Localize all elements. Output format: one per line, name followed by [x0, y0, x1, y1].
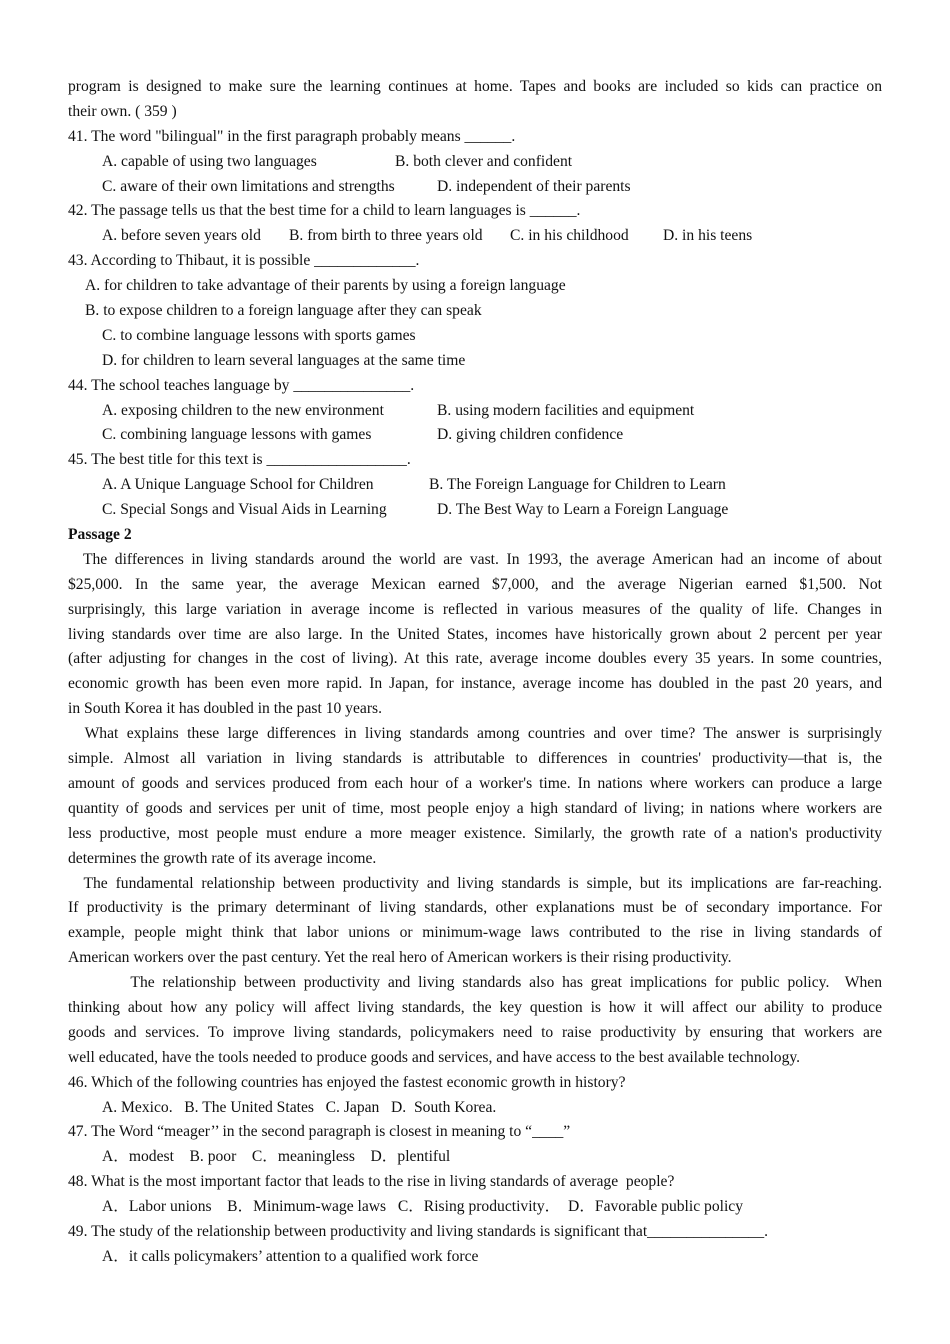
- paragraph-line: $25,000. In the same year, the average Mexican earned $7,000, and the average Nigerian earned $1,500. Not: [68, 575, 882, 593]
- paragraph-line: amount of goods and services produced from each hour of a worker's time. In nations where workers can produce a large: [68, 774, 882, 792]
- question-43-option-a: A. for children to take advantage of their parents by using a foreign language: [85, 277, 566, 295]
- question-45-option-a: A. A Unique Language School for Children: [102, 476, 374, 494]
- intro-line-1: program is designed to make sure the learning continues at home. Tapes and books are included so kids can practice on: [68, 78, 882, 95]
- question-42-option-c: C. in his childhood: [510, 227, 629, 245]
- paragraph-line: example, people might think that labor unions or minimum-wage laws contributed to the rise in living standards of: [68, 924, 882, 942]
- question-46-stem: 46. Which of the following countries has enjoyed the fastest economic growth in history?: [68, 1073, 626, 1091]
- question-44-options-row-2: [68, 423, 882, 448]
- question-45-option-c: C. Special Songs and Visual Aids in Learning: [102, 501, 387, 519]
- paragraph-line: The fundamental relationship between productivity and living standards is simple, but its implications are far-reaching.: [68, 874, 882, 892]
- question-48-options: A．Labor unions B．Minimum-wage laws C．Rising productivity． D．Favorable public policy: [102, 1198, 744, 1216]
- paragraph-line: What explains these large differences in living standards among countries and over time? The answer is surprisingly: [68, 725, 882, 743]
- paragraph-line: surprisingly, this large variation in average income is reflected in various measures of the quality of life. Changes in: [68, 600, 882, 618]
- question-46-options: A. Mexico. B. The United States C. Japan D. South Korea.: [102, 1098, 497, 1116]
- question-42-stem: 42. The passage tells us that the best time for a child to learn languages is ______.: [68, 202, 581, 220]
- paragraph-line: living standards over time are also large. In the United States, incomes have historically grown about 2 percent per year: [68, 625, 882, 643]
- passage-2-paragraph-4: [68, 971, 882, 1071]
- paragraph-line: less productive, most people must endure a more meager existence. Similarly, the growth rate of a nation's productivity: [68, 824, 882, 842]
- question-44-stem: 44. The school teaches language by _______________.: [68, 376, 415, 394]
- document-page: [68, 75, 882, 1270]
- question-41-option-d: D. independent of their parents: [437, 177, 631, 195]
- passage-2-paragraph-1: [68, 548, 882, 722]
- paragraph-line: The relationship between productivity and living standards also has great implications for public policy. When: [68, 974, 882, 992]
- question-41-option-b: B. both clever and confident: [395, 152, 573, 170]
- question-44-option-c: C. combining language lessons with games: [102, 426, 372, 444]
- paragraph-line: in South Korea it has doubled in the past 10 years.: [68, 700, 382, 718]
- question-42-option-d: D. in his teens: [663, 227, 753, 245]
- question-41-options-row-2: [68, 175, 882, 200]
- question-41-options-row-1: [68, 150, 882, 175]
- question-45-stem: 45. The best title for this text is __________________.: [68, 451, 411, 469]
- question-44-options-row-1: [68, 399, 882, 424]
- question-43-stem: 43. According to Thibaut, it is possible _____________.: [68, 252, 420, 270]
- question-45-options-row-1: [68, 473, 882, 498]
- question-47-stem: 47. The Word “meager’’ in the second paragraph is closest in meaning to “____”: [68, 1123, 571, 1141]
- paragraph-line: determines the growth rate of its average income.: [68, 849, 377, 867]
- question-44-option-d: D. giving children confidence: [437, 426, 624, 444]
- question-42-options-row: [68, 224, 882, 249]
- paragraph-line: simple. Almost all variation in living standards is attributable to differences in countries' productivity—that is, the: [68, 750, 882, 768]
- paragraph-line: (after adjusting for changes in the cost of living). At this rate, average income doubles every 35 years. In some countries,: [68, 650, 882, 668]
- paragraph-line: If productivity is the primary determinant of living standards, other explanations must be of secondary importance. For: [68, 899, 882, 917]
- paragraph-line: thinking about how any policy will affect living standards, the key question is how it will affect our ability to produce: [68, 998, 882, 1016]
- paragraph-line: The differences in living standards around the world are vast. In 1993, the average American had an income of about: [68, 550, 882, 568]
- question-43-option-b: B. to expose children to a foreign language after they can speak: [85, 302, 482, 320]
- paragraph-line: economic growth has been even more rapid. In Japan, for instance, average income has doubled in the past 20 years, and: [68, 675, 882, 693]
- question-44-option-a: A. exposing children to the new environment: [102, 401, 384, 419]
- question-45-option-d: D. The Best Way to Learn a Foreign Language: [437, 501, 729, 519]
- question-45-options-row-2: [68, 498, 882, 523]
- question-41-option-c: C. aware of their own limitations and strengths: [102, 177, 395, 195]
- paragraph-line: well educated, have the tools needed to produce goods and services, and have access to the best available technology.: [68, 1048, 801, 1066]
- question-45-option-b: B. The Foreign Language for Children to Learn: [429, 476, 726, 494]
- question-43-option-d: D. for children to learn several languages at the same time: [102, 351, 466, 369]
- paragraph-line: quantity of goods and services per unit of time, most people enjoy a high standard of living; in nations where workers are: [68, 799, 882, 817]
- question-41-stem: 41. The word "bilingual" in the first paragraph probably means ______.: [68, 127, 516, 145]
- question-47-options: A．modest B. poor C．meaningless D．plentiful: [102, 1148, 451, 1166]
- passage-2-paragraph-3: [68, 872, 882, 972]
- question-49-stem: 49. The study of the relationship between productivity and living standards is significant that_______________.: [68, 1222, 769, 1240]
- intro-line-2: their own. ( 359 ): [68, 102, 177, 120]
- paragraph-line: American workers over the past century. Yet the real hero of American workers is their rising productivity.: [68, 949, 732, 967]
- question-42-option-b: B. from birth to three years old: [289, 227, 483, 245]
- paragraph-line: goods and services. To improve living standards, policymakers need to raise productivity by ensuring that workers are: [68, 1023, 882, 1041]
- passage-2-paragraph-2: [68, 722, 882, 871]
- question-41-option-a: A. capable of using two languages: [102, 152, 317, 170]
- question-48-stem: 48. What is the most important factor that leads to the rise in living standards of average people?: [68, 1173, 675, 1191]
- question-42-option-a: A. before seven years old: [102, 227, 261, 245]
- question-44-option-b: B. using modern facilities and equipment: [437, 401, 695, 419]
- passage-2-heading: Passage 2: [68, 526, 132, 544]
- question-49-option-a: A．it calls policymakers’ attention to a qualified work force: [102, 1247, 479, 1265]
- question-43-option-c: C. to combine language lessons with sports games: [102, 326, 416, 344]
